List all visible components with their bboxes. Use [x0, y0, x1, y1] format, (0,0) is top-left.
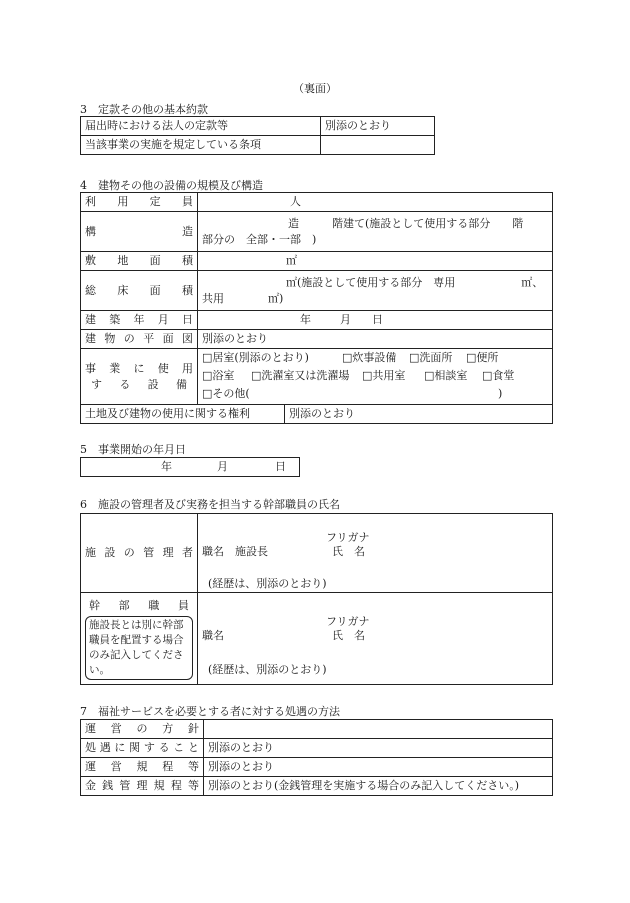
- articles-label: 届出時における法人の定款等: [81, 117, 321, 136]
- section-3-heading: 3 定款その他の基本約款: [80, 103, 208, 116]
- checkbox-other[interactable]: □その他(: [202, 386, 250, 400]
- checkbox-washroom[interactable]: □洗面所: [409, 350, 453, 364]
- floor-area-label: 総 床 面 積: [81, 271, 198, 311]
- floor-plan-value[interactable]: 別添のとおり: [198, 330, 553, 349]
- table-row: [81, 271, 553, 311]
- checkbox-toilet[interactable]: □便所: [466, 350, 499, 364]
- floor-plan-label: 建 物 の 平 面 図: [81, 330, 198, 349]
- staff-label: 幹 部 職 員 施設長とは別に幹部職員を配置する場合のみ記入してください。: [81, 593, 198, 685]
- table-row: [81, 720, 553, 739]
- articles-value[interactable]: 別添のとおり: [321, 117, 435, 136]
- clause-value[interactable]: [321, 136, 435, 155]
- floor-area-value[interactable]: ㎡(施設として使用する部分 専用 ㎡、 共用 ㎡): [198, 271, 553, 311]
- section-7-table: [80, 719, 553, 796]
- section-7-heading: 7 福祉サービスを必要とする者に対する処遇の方法: [80, 705, 340, 718]
- table-row: [81, 739, 553, 758]
- table-row: [81, 136, 435, 155]
- rights-value[interactable]: 別添のとおり: [285, 405, 553, 424]
- capacity-label: 利 用 定 員: [81, 193, 198, 212]
- table-row: [81, 349, 553, 405]
- page-label: （裏面）: [293, 82, 337, 95]
- table-row: [81, 514, 553, 593]
- checkbox-bathroom[interactable]: □浴室: [202, 368, 235, 382]
- built-date-label: 建 築 年 月 日: [81, 311, 198, 330]
- table-row: [81, 311, 553, 330]
- section-4-heading: 4 建物その他の設備の規模及び構造: [80, 179, 263, 192]
- policy-value[interactable]: [204, 720, 553, 739]
- table-row: [81, 777, 553, 796]
- treatment-label: 処遇に関すること: [81, 739, 204, 758]
- section-5-table: [80, 457, 300, 477]
- structure-label: 構 造: [81, 212, 198, 252]
- staff-title: 職名: [202, 628, 224, 642]
- built-date-value[interactable]: 年 月 日: [198, 311, 553, 330]
- rights-label: 土地及び建物の使用に関する権利: [81, 405, 285, 424]
- policy-label: 運 営 の 方 針: [81, 720, 204, 739]
- staff-note: 施設長とは別に幹部職員を配置する場合のみ記入してください。: [85, 616, 193, 680]
- section-5-heading: 5 事業開始の年月日: [80, 443, 186, 456]
- table-row: [81, 758, 553, 777]
- table-row: [81, 252, 553, 271]
- structure-value[interactable]: 造 階建て(施設として使用する部分 階 部分の 全部・一部 ): [198, 212, 553, 252]
- manager-label: 施 設 の 管 理 者: [81, 514, 198, 593]
- section-6-table: [80, 513, 553, 685]
- table-row: [81, 593, 553, 685]
- manager-title: 職名 施設長: [202, 545, 268, 558]
- staff-career-note: (経歴は、別添のとおり): [208, 662, 327, 676]
- table-row: [81, 193, 553, 212]
- facilities-label: 事 業 に 使 用 す る 設 備: [81, 349, 198, 405]
- site-area-label: 敷 地 面 積: [81, 252, 198, 271]
- staff-value[interactable]: [198, 593, 553, 685]
- checkbox-dining-room[interactable]: □食堂: [482, 368, 515, 382]
- section-4-table: [80, 192, 553, 424]
- checkbox-common-room[interactable]: □共用室: [362, 368, 406, 382]
- checkbox-laundry[interactable]: □洗濯室又は洗濯場: [251, 368, 350, 382]
- table-row: [81, 330, 553, 349]
- table-row: [81, 405, 553, 424]
- staff-name-label: 氏 名: [332, 628, 365, 642]
- table-row: [81, 117, 435, 136]
- table-row: [81, 458, 300, 477]
- manager-value[interactable]: [198, 514, 553, 593]
- manager-furigana-label: フリガナ: [326, 531, 370, 544]
- manager-career-note: (経歴は、別添のとおり): [208, 577, 327, 590]
- operating-rules-label: 運 営 規 程 等: [81, 758, 204, 777]
- clause-label: 当該事業の実施を規定している条項: [81, 136, 321, 155]
- site-area-value[interactable]: ㎡: [198, 252, 553, 271]
- staff-furigana-label: フリガナ: [326, 614, 370, 628]
- checkbox-kitchen[interactable]: □炊事設備: [342, 350, 397, 364]
- other-close-paren: ): [498, 386, 503, 400]
- checkbox-living-room[interactable]: □居室(別添のとおり): [202, 350, 309, 364]
- checkbox-consultation-room[interactable]: □相談室: [424, 368, 468, 382]
- manager-name-label: 氏 名: [332, 545, 365, 558]
- start-date-value[interactable]: 年 月 日: [81, 458, 300, 477]
- operating-rules-value[interactable]: 別添のとおり: [204, 758, 553, 777]
- section-3-table: [80, 116, 435, 155]
- money-rules-value[interactable]: 別添のとおり(金銭管理を実施する場合のみ記入してください。): [204, 777, 553, 796]
- treatment-value[interactable]: 別添のとおり: [204, 739, 553, 758]
- section-6-heading: 6 施設の管理者及び実務を担当する幹部職員の氏名: [80, 498, 340, 511]
- facilities-value: [198, 349, 553, 405]
- capacity-value[interactable]: 人: [198, 193, 553, 212]
- money-rules-label: 金 銭 管 理 規 程 等: [81, 777, 204, 796]
- table-row: [81, 212, 553, 252]
